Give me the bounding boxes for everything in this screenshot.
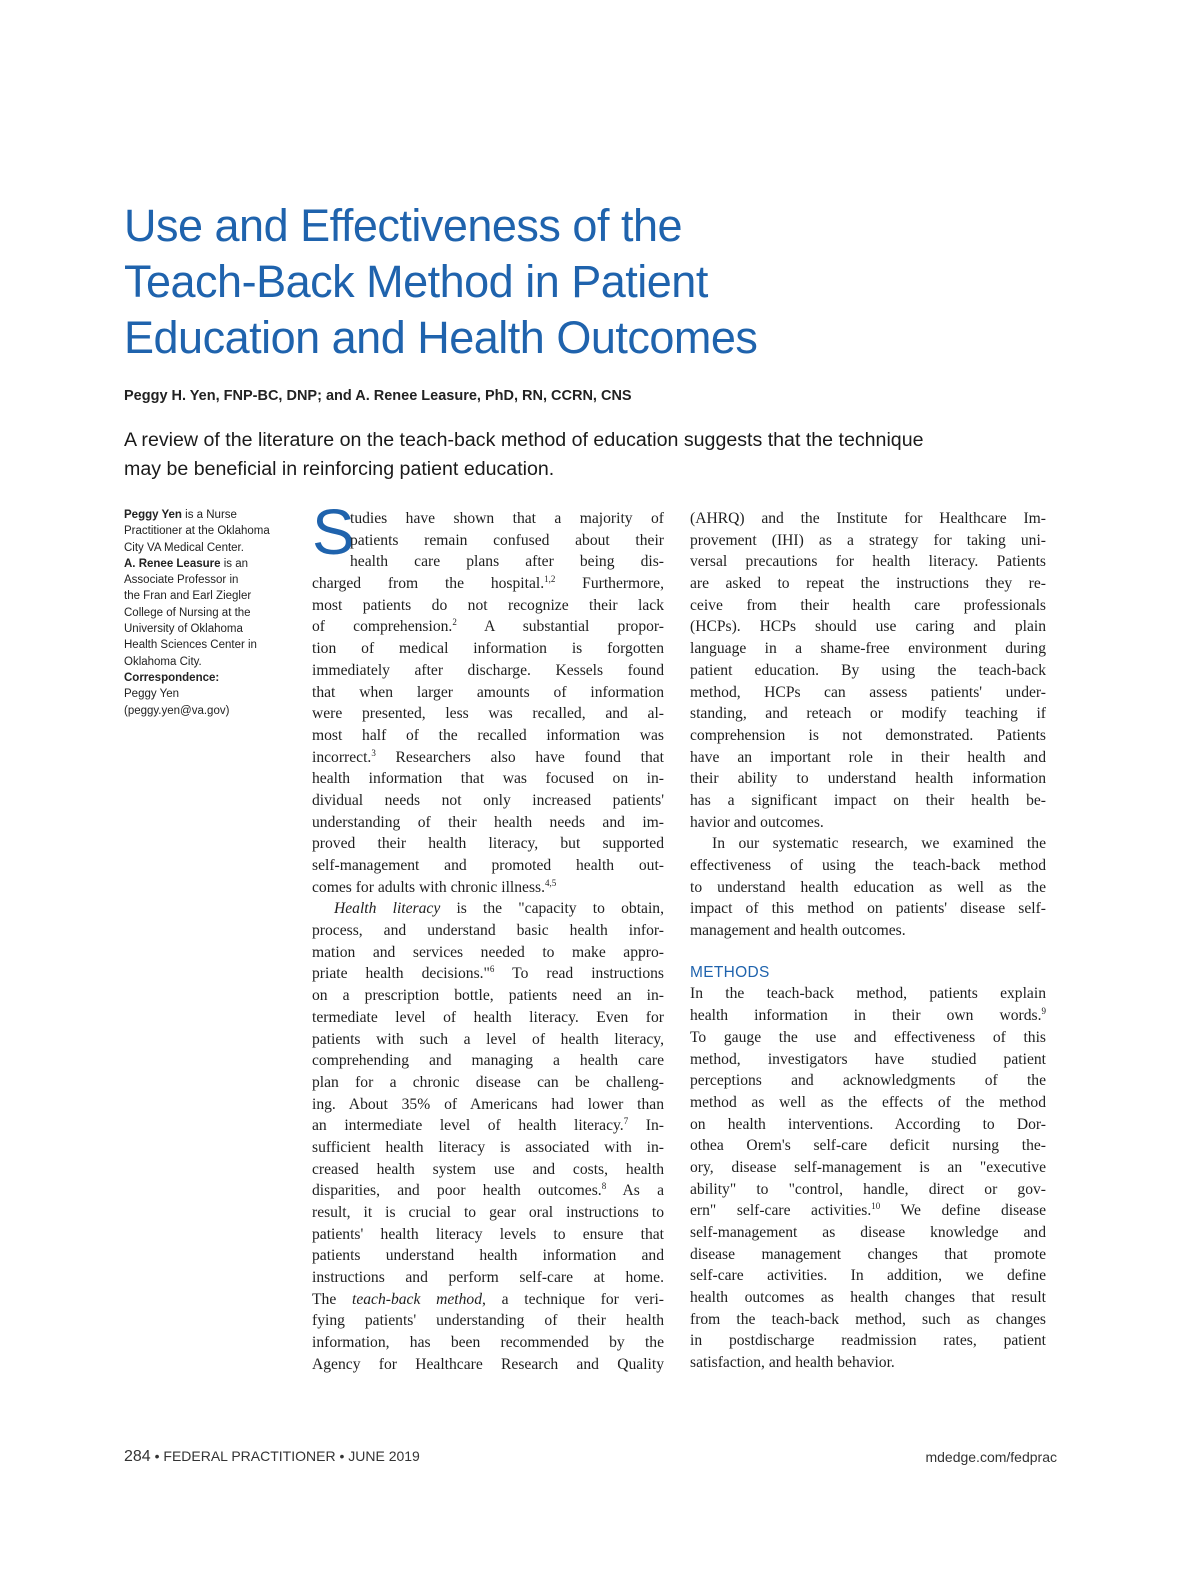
author-name: A. Renee Leasure [124,557,221,570]
journal-name: FEDERAL PRACTITIONER [163,1448,336,1464]
body-line: To gauge the use and effectiveness of this [690,1028,1046,1046]
body-line: has a significant impact on their health be- [690,791,1046,809]
body-line: information, has been recommended by the [312,1334,664,1352]
body-line: patients' health literacy levels to ensure that [312,1225,664,1243]
body-line: fying patients' understanding of their health [312,1312,664,1330]
text-fragment: As a [606,1182,665,1200]
citation-ref: 7 [623,1116,629,1127]
citation-ref: 1,2 [544,574,556,585]
body-line [690,1200,1046,1222]
citation-ref: 8 [601,1181,607,1192]
body-line: (HCPs). HCPs should use caring and plain [690,618,1046,636]
body-line: sufficient health literacy is associated with in- [312,1138,664,1156]
correspondence-heading: Correspondence: [124,671,220,684]
body-line: havior and outcomes. [690,813,824,831]
body-line: mation and services needed to make appro- [312,943,664,961]
body-line: patients understand health information and [312,1247,664,1265]
body-line: tion of medical information is forgotten [312,640,664,658]
title-line: Teach-Back Method in Patient [124,256,708,307]
body-line: patient education. By using the teach-back [690,661,1046,679]
body-line [312,1180,664,1202]
body-line: ability" to "control, handle, direct or gov- [690,1180,1046,1198]
body-line: comprehending and managing a health care [312,1052,664,1070]
bio-line: the Fran and Earl Ziegler [124,590,252,603]
page-footer [124,1448,420,1466]
body-line: dividual needs not only increased patients' [312,791,664,809]
bio-line [124,507,302,523]
bio-text: is a Nurse [181,509,237,521]
italic-term: Health literacy [334,900,441,918]
body-line: most patients do not recognize their lack [312,596,664,614]
author-sidebar [124,507,302,719]
body-line [312,616,664,638]
bio-line: Associate Professor in [124,574,239,587]
body-column-2 [690,508,1046,1374]
bio-line: College of Nursing at the [124,606,251,619]
text-fragment: incorrect. [312,748,372,766]
body-line: understanding of their health needs and im- [312,813,664,831]
text-fragment: disparities, and poor health outcomes. [312,1182,602,1200]
body-line: perceptions and acknowledgments of the [690,1072,1046,1090]
dek-line: A review of the literature on the teach-back method of education suggests that the technique [124,429,924,451]
body-line: health outcomes as health changes that result [690,1289,1046,1307]
body-line: comprehension is not demonstrated. Patients [690,726,1046,744]
body-line: disease management changes that promote [690,1245,1046,1263]
body-line [312,877,664,899]
bio-line: Practitioner at the Oklahoma [124,525,270,538]
body-line: ory, disease self-management is an "executive [690,1158,1046,1176]
body-line: management and health outcomes. [690,922,906,940]
bio-line [124,556,302,572]
text-fragment: In- [628,1117,664,1135]
body-line: provement (IHI) as a strategy for taking uni- [690,531,1046,549]
italic-term: teach-back method [351,1290,483,1308]
citation-ref: 2 [452,617,457,628]
citation-ref: 10 [871,1201,881,1212]
bio-line: University of Oklahoma [124,623,243,636]
text-fragment: of comprehension. [312,618,453,636]
article-title [124,198,1104,366]
body-line [312,1289,664,1311]
body-line [312,1115,664,1137]
text-fragment: To read instructions [494,965,664,983]
body-line: language in a shame-free environment during [690,640,1046,658]
body-line: self-management and promoted health out- [312,857,664,874]
section-heading-methods: METHODS [690,963,770,981]
body-line: proved their health literacy, but supported [312,835,664,853]
title-line: Use and Effectiveness of the [124,200,683,251]
article-dek [124,426,1064,484]
bio-line: Oklahoma City. [124,655,202,668]
body-line: patients remain confused about their [350,531,664,549]
body-line: that when larger amounts of information [312,683,664,701]
text-fragment: , a technique for veri- [482,1290,665,1308]
body-line: process, and understand basic health infor- [312,922,664,940]
citation-ref: 9 [1041,1006,1046,1017]
author-name: Peggy Yen [124,509,182,521]
body-line [312,747,664,769]
drop-cap: S [312,496,355,568]
body-line: versal precautions for health literacy. Patients [690,553,1046,571]
bio-text: is an [220,557,249,570]
body-line: result, it is crucial to gear oral instructions to [312,1204,664,1221]
body-line: on a prescription bottle, patients need an in- [312,987,664,1005]
body-line: instructions and perform self-care at home. [312,1269,664,1287]
text-fragment: priate health decisions." [312,965,490,983]
body-line [690,1005,1046,1027]
body-line: termediate level of health literacy. Even for [312,1008,664,1026]
text-fragment: health information in their own words. [690,1007,1042,1025]
body-line: are asked to repeat the instructions they re- [690,575,1046,593]
body-line: method, investigators have studied patient [690,1050,1046,1068]
body-line: most half of the recalled information was [312,726,664,744]
text-fragment: The [312,1290,352,1308]
citation-ref: 6 [489,964,495,975]
body-line: In our systematic research, we examined the [712,835,1046,853]
body-line: Agency for Healthcare Research and Quality [312,1355,664,1373]
body-line: immediately after discharge. Kessels found [312,661,664,679]
body-line: ing. About 35% of Americans had lower than [312,1095,664,1113]
body-line: from the teach-back method, such as changes [690,1310,1046,1328]
body-line: self-management as disease knowledge and [690,1224,1046,1241]
body-line: standing, and reteach or modify teaching if [690,705,1046,723]
text-fragment: Furthermore, [555,575,665,593]
bio-line: Health Sciences Center in [124,639,257,652]
body-line [312,963,664,985]
body-line: plan for a chronic disease can be challeng- [312,1073,664,1091]
body-line: effectiveness of using the teach-back method [690,857,1046,874]
body-line: in postdischarge readmission rates, patient [690,1332,1046,1350]
footer-separator: • [335,1448,349,1464]
body-line [312,573,664,595]
body-line: othea Orem's self-care deficit nursing the- [690,1137,1046,1155]
body-line: their ability to understand health information [690,770,1046,788]
correspondence-name: Peggy Yen [124,688,180,701]
text-fragment: ern" self-care activities. [690,1202,872,1220]
journal-url[interactable]: mdedge.com/fedprac [925,1449,1057,1465]
correspondence-label [124,670,302,686]
issue-date: JUNE 2019 [348,1448,420,1464]
text-fragment: an intermediate level of health literacy. [312,1117,624,1135]
author-byline: Peggy H. Yen, FNP-BC, DNP; and A. Renee Leasure, PhD, RN, CCRN, CNS [124,388,632,404]
body-column-1 [312,508,664,1376]
citation-ref: 4,5 [545,877,557,888]
body-line: were presented, less was recalled, and al- [312,705,664,723]
body-line: (AHRQ) and the Institute for Healthcare Im- [690,510,1046,527]
text-fragment: charged from the hospital. [312,575,545,593]
page-number: 284 [124,1448,151,1465]
body-line: In the teach-back method, patients explain [690,985,1046,1003]
citation-ref: 3 [371,747,376,758]
body-line: health care plans after being dis- [350,553,664,571]
body-line: have an important role in their health and [690,748,1046,766]
dek-line: may be beneficial in reinforcing patient education. [124,458,555,480]
body-line: method as well as the effects of the method [690,1093,1046,1111]
text-fragment: We define disease [880,1202,1046,1220]
footer-separator: • [150,1448,164,1464]
body-line: tudies have shown that a majority of [350,510,664,527]
body-line: impact of this method on patients' disease self- [690,900,1046,918]
body-line: method, HCPs can assess patients' under- [690,683,1046,701]
body-line: ceive from their health care professionals [690,596,1046,614]
body-line [312,898,664,920]
text-fragment: is the "capacity to obtain, [440,900,664,918]
body-line: satisfaction, and health behavior. [690,1354,895,1372]
body-line: to understand health education as well as the [690,878,1046,896]
correspondence-email: (peggy.yen@va.gov) [124,704,230,717]
text-fragment: Researchers also have found that [375,748,664,766]
body-line: patients with such a level of health literacy, [312,1030,664,1048]
bio-line: City VA Medical Center. [124,541,244,554]
body-line: creased health system use and costs, health [312,1160,664,1178]
body-line: on health interventions. According to Dor- [690,1115,1046,1133]
body-line: self-care activities. In addition, we define [690,1267,1046,1285]
text-fragment: A substantial propor- [456,618,665,636]
body-line: health information that was focused on in- [312,770,664,788]
text-fragment: comes for adults with chronic illness. [312,878,545,896]
title-line: Education and Health Outcomes [124,312,758,363]
